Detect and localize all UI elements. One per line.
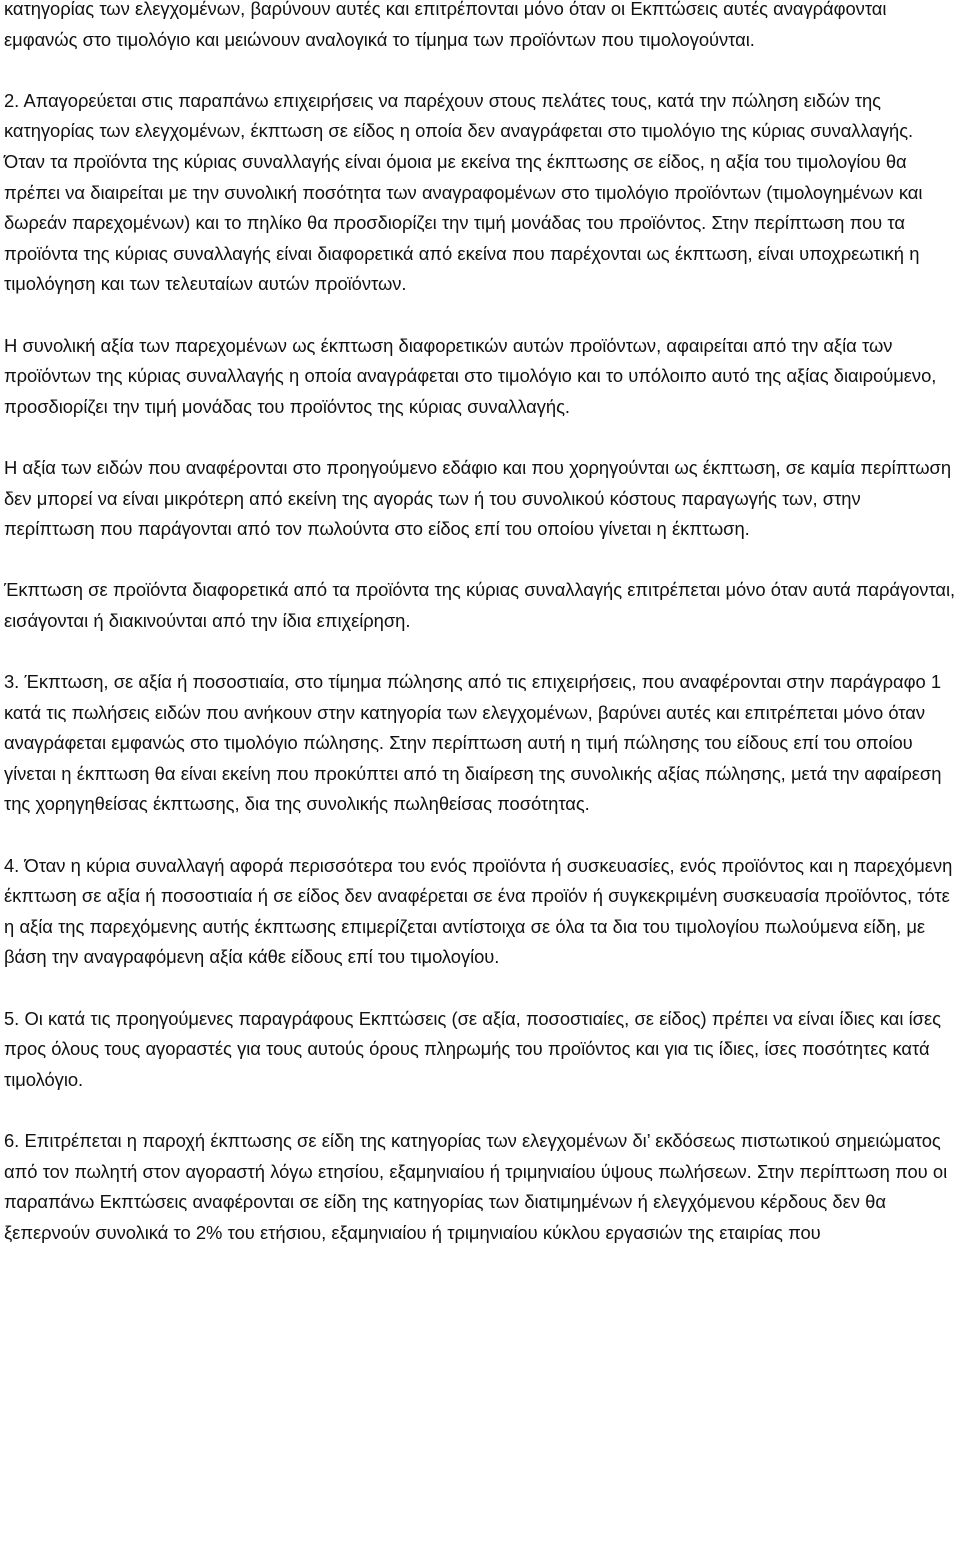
paragraph-total-value: Η συνολική αξία των παρεχομένων ως έκπτωση διαφορετικών αυτών προϊόντων, αφαιρείται από την αξία των προϊόντων της κύριας συναλλαγής η οποία αναγράφεται στο τιμολόγιο και το υπόλοιπο αυτό της αξίας διαιρούμενο, προσδιορίζει την τιμή μονάδας του προϊόντος της κύριας συναλλαγής. [4,334,937,417]
paragraph-gap [4,636,956,667]
paragraph-gap [4,545,956,576]
paragraph-section-5: 5. Οι κατά τις προηγούμενες παραγράφους Εκπτώσεις (σε αξία, ποσοστιαίες, σε είδος) πρέπει να είναι ίδιες και ίσες προς όλους τους αγοραστές για τους αυτούς όρους πληρωμής του προϊόντος και για τις ίδιες, ίσες ποσότητες κατά τιμολόγιο. [4,1007,941,1090]
paragraph-item-value: Η αξία των ειδών που αναφέρονται στο προηγούμενο εδάφιο και που χορηγούνται ως έκπτωση, σε καμία περίπτωση δεν μπορεί να είναι μικρότερη από εκείνη της αγοράς των ή του συνολικού κόστους παραγωγής των, στην περίπτωση που παράγονται από τον πωλούντα στο είδος επί του οποίου γίνεται η έκπτωση. [4,456,952,540]
paragraph-gap [4,820,956,851]
paragraph-continuation: κατηγορίας των ελεγχομένων, βαρύνουν αυτές και επιτρέπονται μόνο όταν οι Εκπτώσεις αυτές αναγράφονται εμφανώς στο τιμολόγιο και μειώνουν αναλογικά το τίμημα των προϊόντων που τιμολογούνται. [4,0,887,50]
paragraph-section-2: 2. Απαγορεύεται στις παραπάνω επιχειρήσεις να παρέχουν στους πελάτες τους, κατά την πώληση ειδών της κατηγορίας των ελεγχομένων, έκπτωση σε είδος η οποία δεν αναγράφεται στο τιμολόγιο της κύριας συναλλαγής. Όταν τα προϊόντα της κύριας συναλλαγής είναι όμοια με εκείνα της έκπτωσης σε είδος, η αξία του τιμολογίου θα πρέπει να διαιρείται με την συνολική ποσότητα των αναγραφομένων στο τιμολόγιο προϊόντων (τιμολογημένων και δωρεάν παρεχομένων) και το πηλίκο θα προσδιορίζει την τιμή μονάδας του προϊόντος. Στην περίπτωση που τα προϊόντα της κύριας συναλλαγής είναι διαφορετικά από εκείνα που παρέχονται ως έκπτωση, είναι υποχρεωτική η τιμολόγηση και των τελευταίων αυτών προϊόντων. [4,89,923,295]
paragraph-section-4: 4. Όταν η κύρια συναλλαγή αφορά περισσότερα του ενός προϊόντα ή συσκευασίες, ενός προϊόντος και η παρεχόμενη έκπτωση σε αξία ή ποσοστιαία ή σε είδος δεν αναφέρεται σε ένα προϊόν ή συγκεκριμένη συσκευασία προϊόντος, τότε η αξία της παρεχόμενης αυτής έκπτωσης επιμερίζεται αντίστοιχα σε όλα τα δια του τιμολογίου πωλούμενα είδη, με βάση την αναγραφόμενη αξία κάθε είδους επί του τιμολογίου. [4,854,953,968]
paragraph-section-3: 3. Έκπτωση, σε αξία ή ποσοστιαία, στο τίμημα πώλησης από τις επιχειρήσεις, που αναφέρονται στην παράγραφο 1 κατά τις πωλήσεις ειδών που ανήκουν στην κατηγορία των ελεγχομένων, βαρύνει αυτές και επιτρέπεται μόνο όταν αναγράφεται εμφανώς στο τιμολόγιο πώλησης. Στην περίπτωση αυτή η τιμή πώλησης του είδους επί του οποίου γίνεται η έκπτωση θα είναι εκείνη που προκύπτει από τη διαίρεση της συνολικής αξίας πώλησης, μετά την αφαίρεση της χορηγηθείσας έκπτωσης, δια της συνολικής πωληθείσας ποσότητας. [4,671,942,815]
paragraph-different-products: Έκπτωση σε προϊόντα διαφορετικά από τα προϊόντα της κύριας συναλλαγής επιτρέπεται μόνο όταν αυτά παράγονται, εισάγονται ή διακινούνται από την ίδια επιχείρηση. [4,579,956,631]
paragraph-gap [4,1095,956,1126]
paragraph-gap [4,422,956,453]
paragraph-gap [4,55,956,86]
paragraph-gap [4,300,956,331]
paragraph-gap [4,973,956,1004]
paragraph-section-6: 6. Επιτρέπεται η παροχή έκπτωσης σε είδη της κατηγορίας των ελεγχομένων δι’ εκδόσεως πιστωτικού σημειώματος από τον πωλητή στον αγοραστή λόγω ετησίου, εξαμηνιαίου ή τριμηνιαίου ύψους πωλήσεων. Στην περίπτωση που οι παραπάνω Εκπτώσεις αναφέρονται σε είδη της κατηγορίας των διατιμημένων ή ελεγχόμενου κέρδους δεν θα ξεπερνούν συνολικά το 2% του ετήσιου, εξαμηνιαίου ή τριμηνιαίου κύκλου εργασιών της εταιρίας που [4,1129,948,1243]
